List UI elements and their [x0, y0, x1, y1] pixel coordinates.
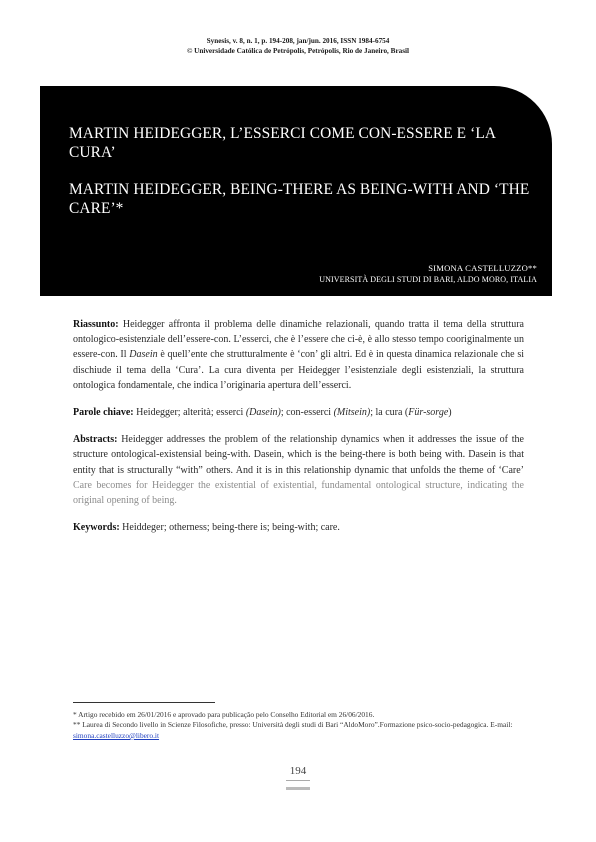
- body-text: [73, 317, 524, 547]
- keywords-label: Keywords:: [73, 522, 120, 534]
- keywords-text: Heiddeger; otherness; being-there is; being-with; care.: [119, 522, 340, 534]
- parole-chiave-text-1: Heidegger; alterità; esserci: [133, 407, 246, 419]
- copyright-line: © Universidade Católica de Petrópolis, Petrópolis, Rio de Janeiro, Brasil: [186, 47, 410, 55]
- keywords-paragraph: [73, 520, 524, 535]
- parole-chiave-text-4: ): [448, 407, 452, 419]
- abstract-text: Heidegger addresses the problem of the relationship dynamics when it addresses the issue of the structure ontological-existensial being-with. Dasein, which is the being-there is both being with. Dasein is that entity that is structurally “with” others. And it is in this relationship dynamic that unfolds the theme of ‘Care’: [73, 434, 524, 476]
- author-name: SIMONA CASTELLUZZO**: [428, 263, 537, 273]
- page-number: [274, 765, 322, 790]
- riassunto-paragraph: [73, 317, 524, 393]
- riassunto-text-b: è quell’ente che strutturalmente è ‘con’ gli altri. Ed è in questa dinamica relazionale che si dischiude il tema della ‘Cura’. La cura diventa per Heidegger l’esistenziale degli esistenziali, la struttura ontologica fondamentale, che indica l’originaria apertura dell’esserci.: [73, 349, 524, 391]
- author-email-link[interactable]: simona.castelluzzo@libero.it: [73, 730, 160, 740]
- parole-chiave-text-3: ; la cura (: [370, 407, 409, 419]
- page-number-text: 194: [289, 765, 307, 777]
- parole-chiave-italic-1: (Dasein): [245, 407, 281, 419]
- page-number-rule: [286, 780, 310, 790]
- title-english: MARTIN HEIDEGGER, BEING-THERE AS BEING-WITH AND ‘THE CARE’*: [69, 181, 530, 217]
- author-block: [319, 263, 537, 285]
- footnote-divider: [73, 702, 215, 703]
- title-block: [40, 86, 552, 296]
- running-head: [0, 36, 596, 56]
- parole-chiave-italic-3: Für-sorge: [408, 407, 449, 419]
- riassunto-text-a: Heidegger affronta il problema delle dinamiche relazionali, quando tratta il tema della struttura ontologico-esistenziale dell’essere-con. L’esserci, che è l’essere che ci-è, è allo stesso tempo cooriginalmente un essere-con. Il: [73, 319, 524, 361]
- abstract-faded-text: Care becomes for Heidegger the existential of existential, fundamental ontological structure, indicating the original opening of being.: [73, 479, 524, 507]
- parole-chiave-paragraph: [73, 405, 524, 420]
- title-italian: MARTIN HEIDEGGER, L’ESSERCI COME CON-ESSERE E ‘LA CURA’: [69, 125, 496, 161]
- parole-chiave-italic-2: (Mitsein): [333, 407, 371, 419]
- author-affiliation: UNIVERSITÀ DEGLI STUDI DI BARI, ALDO MORO, ITALIA: [319, 275, 537, 284]
- parole-chiave-label: Parole chiave:: [73, 407, 134, 419]
- footnote-1: * Artigo recebido em 26/01/2016 e aprovado para publicação pelo Conselho Editorial em 26/06/2016.: [73, 710, 375, 719]
- abstract-paragraph: [73, 432, 524, 508]
- footnotes: [73, 710, 524, 741]
- riassunto-label: Riassunto:: [73, 319, 119, 330]
- footnote-2: [73, 720, 524, 741]
- abstract-label: Abstracts:: [73, 434, 118, 446]
- journal-citation: Synesis, v. 8, n. 1, p. 194-208, jan/jun. 2016, ISSN 1984-6754: [206, 37, 390, 45]
- footnote-2-text: ** Laurea di Secondo livello in Scienze Filosofiche, presso: Università degli studi di Bari “AldoMoro”.Formazione psico-socio-pedagogica. E-mail:: [73, 720, 513, 730]
- parole-chiave-text-2: ; con-esserci: [280, 407, 334, 419]
- riassunto-term: Dasein: [129, 349, 158, 361]
